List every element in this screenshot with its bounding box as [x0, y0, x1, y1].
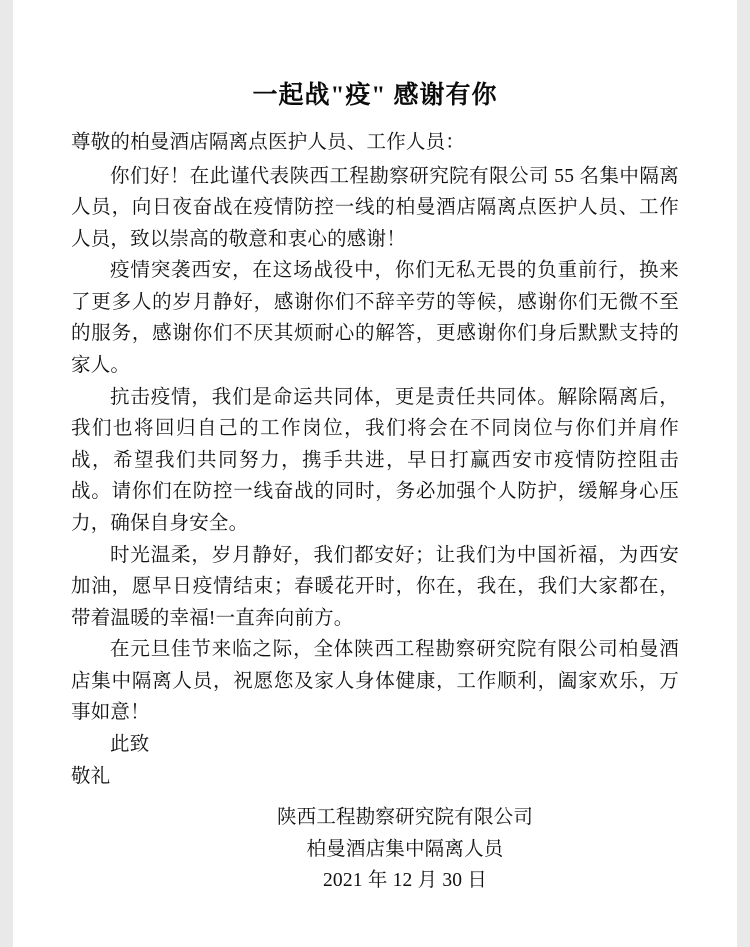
signature-block	[71, 802, 679, 897]
paragraph-3: 抗击疫情，我们是命运共同体，更是责任共同体。解除隔离后，我们也将回归自己的工作岗位，我们将会在不同岗位与你们并肩作战，希望我们共同努力，携手共进，早日打赢西安市疫情防控阻击战。请你们在防控一线奋战的同时，务必加强个人防护，缓解身心压力，确保自身安全。	[71, 386, 679, 534]
page-title: 一起战"疫" 感谢有你	[252, 82, 498, 109]
signature-group: 柏曼酒店集中隔离人员	[306, 838, 504, 860]
signature-organization: 陕西工程勘察研究院有限公司	[276, 807, 534, 829]
closing-line-2: 敬礼	[71, 765, 111, 787]
salutation: 尊敬的柏曼酒店隔离点医护人员、工作人员：	[71, 132, 466, 153]
paragraph-2: 疫情突袭西安，在这场战役中，你们无私无畏的负重前行，换来了更多人的岁月静好，感谢你们不辞辛劳的等候，感谢你们无微不至的服务，感谢你们不厌其烦耐心的解答，更感谢你们身后默默支持的家人。	[71, 260, 679, 377]
paragraph-5: 在元旦佳节来临之际，全体陕西工程勘察研究院有限公司柏曼酒店集中隔离人员，祝愿您及家人身体健康，工作顺利，阖家欢乐，万事如意！	[71, 639, 679, 724]
letter-body	[13, 0, 737, 897]
paragraph-1: 你们好！在此谨代表陕西工程勘察研究院有限公司 55 名集中隔离人员，向日夜奋战在疫情防控一线的柏曼酒店隔离点医护人员、工作人员，致以崇高的敬意和衷心的感谢！	[71, 165, 679, 250]
signature-date: 2021 年 12 月 30 日	[322, 870, 488, 892]
document-page	[13, 0, 737, 947]
paragraph-4: 时光温柔，岁月静好，我们都安好；让我们为中国祈福，为西安加油，愿早日疫情结束；春暖花开时，你在，我在，我们大家都在，带着温暖的幸福!一直奔向前方。	[71, 544, 679, 629]
closing-line-1: 此致	[110, 733, 150, 755]
